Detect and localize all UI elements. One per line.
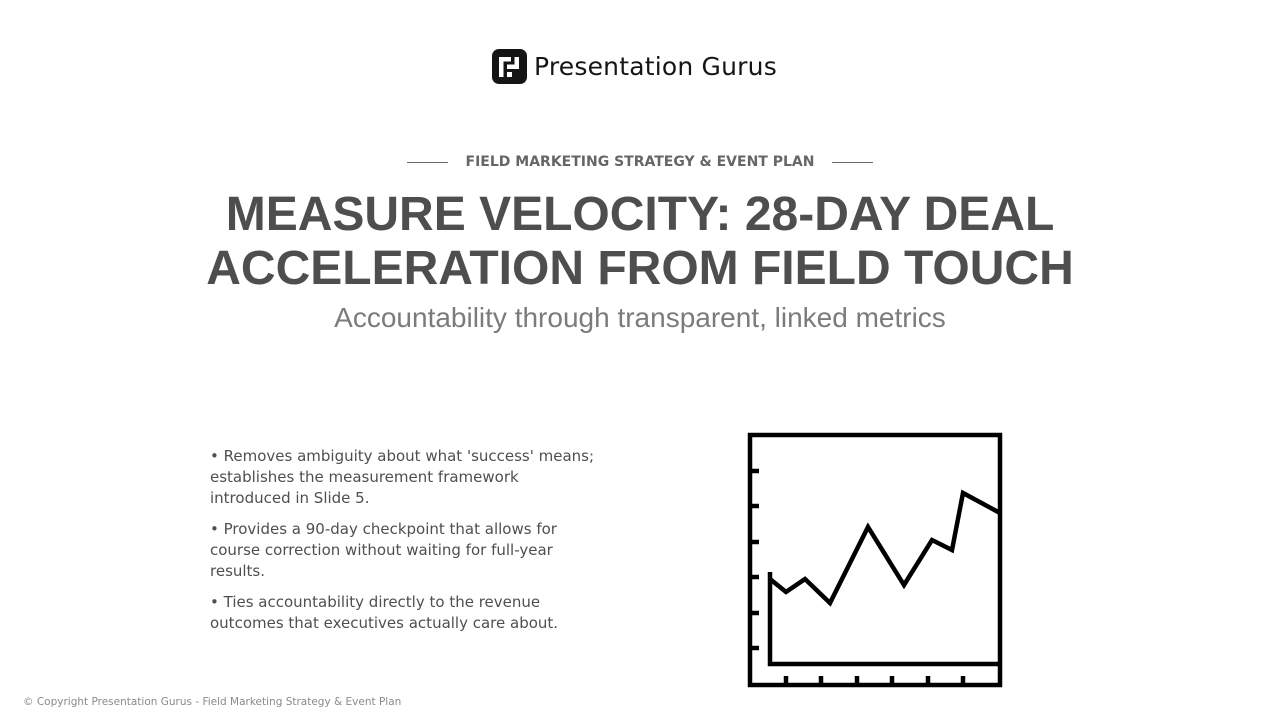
- brand-name: Presentation Gurus: [534, 51, 777, 81]
- bullet-item: • Provides a 90-day checkpoint that allows for course correction without waiting for full-year results.: [210, 520, 557, 580]
- eyebrow-label: FIELD MARKETING STRATEGY & EVENT PLAN: [465, 154, 815, 170]
- footer-copyright: © Copyright Presentation Gurus - Field Marketing Strategy & Event Plan: [23, 696, 402, 708]
- slide-title: MEASURE VELOCITY: 28-DAY DEAL ACCELERATION FROM FIELD TOUCH: [206, 188, 1074, 295]
- bullet-list: [210, 446, 602, 644]
- eyebrow-right-rule: [832, 162, 873, 163]
- line-chart-icon: [747, 432, 1003, 688]
- eyebrow-left-rule: [407, 162, 448, 163]
- eyebrow: [0, 152, 1280, 172]
- bullet-item: • Ties accountability directly to the revenue outcomes that executives actually care about.: [210, 593, 559, 632]
- bullet-item: • Removes ambiguity about what 'success' means; establishes the measurement framework introduced in Slide 5.: [210, 447, 595, 507]
- brand-logo: [492, 48, 777, 84]
- slide-subtitle: Accountability through transparent, linked metrics: [334, 302, 946, 333]
- presentation-gurus-logo-icon: [492, 49, 527, 84]
